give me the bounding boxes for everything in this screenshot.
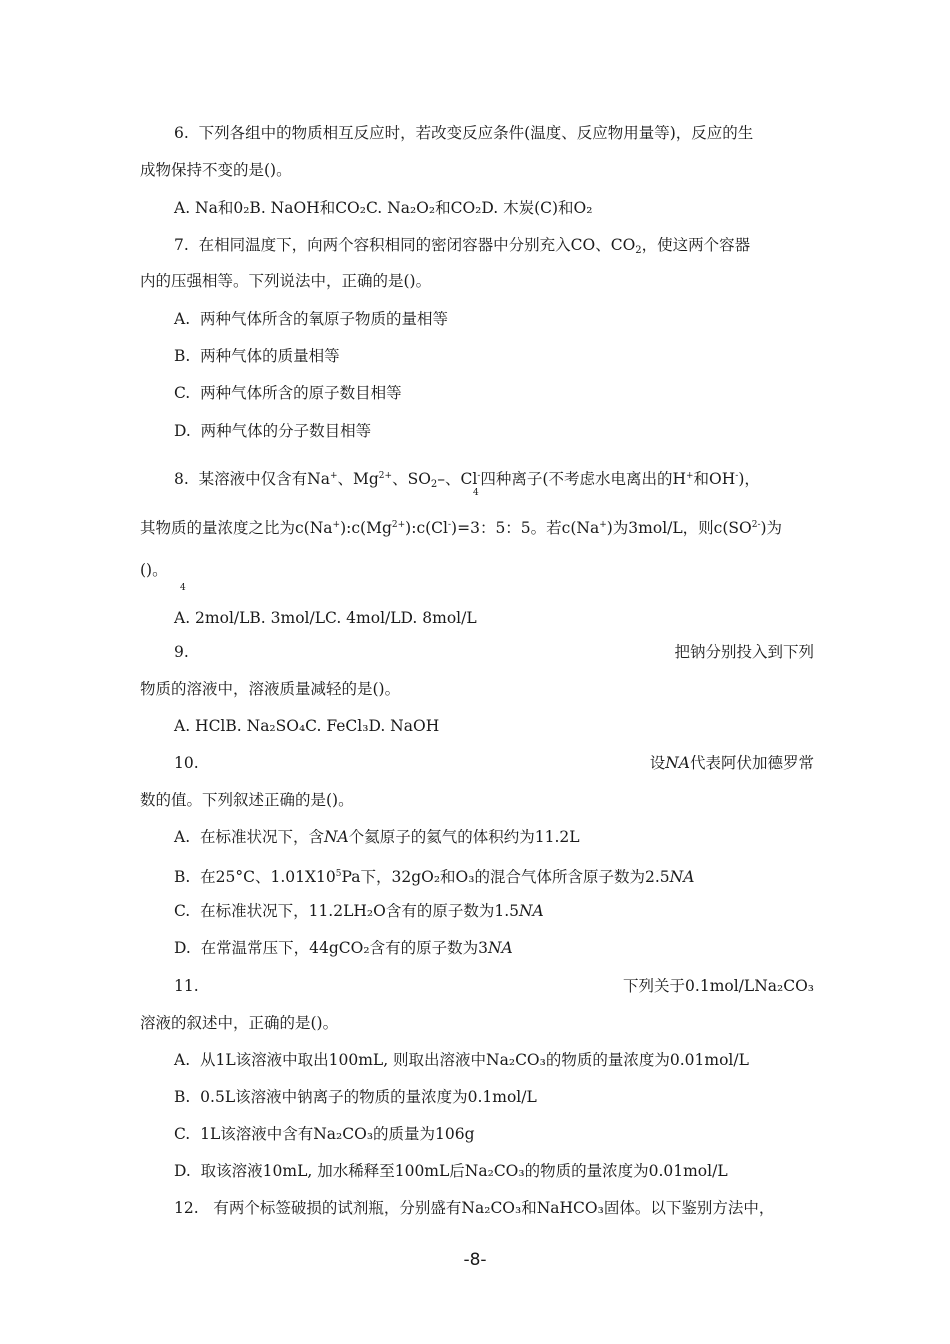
- q8-line-3: ()。: [140, 561, 168, 579]
- q11-option-a: A. 从1L该溶液中取出100mL, 则取出溶液中Na₂CO₃的物质的量浓度为0.01mol/L: [174, 1051, 749, 1069]
- q7-line-1: 7. 在相同温度下，向两个容积相同的密闭容器中分别充入CO、$CO_2$，使这两个容器: [174, 236, 751, 256]
- q8-sulfate-subscript-2: 4: [180, 583, 186, 593]
- q6-line-1: 6. 下列各组中的物质相互反应时，若改变反应条件(温度、反应物用量等)，反应的生: [174, 124, 754, 142]
- q10-a-na: NA: [323, 828, 349, 846]
- q10-na-symbol: NA: [665, 754, 690, 772]
- q10-number: 10.: [174, 754, 199, 772]
- q11-right-text: 下列关于0.1mol/LNa₂CO₃: [623, 977, 814, 995]
- q11-option-c: C. 1L该溶液中含有Na₂CO₃的质量为106g: [174, 1125, 475, 1143]
- q9-number: 9.: [174, 643, 189, 661]
- q8-text-c: 、SO: [392, 470, 431, 488]
- q8-line2-d: )=3：5：5。若c(Na: [451, 519, 600, 537]
- q10-line-2: 数的值。下列叙述正确的是()。: [140, 791, 354, 809]
- q8-line-1: 8. 某溶液中仅含有Na+、$Mg^{2+}$、$SO_2-$、Cl-四种离子(不考虑水电离出的H+和OH-)，: [174, 470, 760, 490]
- q8-options: A. 2mol/LB. 3mol/LC. 4mol/LD. 8mol/L: [174, 609, 477, 627]
- q8-line2-e: )为3mol/L，则c(SO: [606, 519, 752, 537]
- q10-c-text: C. 在标准状况下，11.2LH₂O含有的原子数为1.5: [174, 902, 519, 920]
- q8-text-g: )，: [738, 470, 760, 488]
- q12-line-1: 12. 有两个标签破损的试剂瓶，分别盛有Na₂CO₃和NaHCO₃固体。以下鉴别方法中，: [174, 1199, 775, 1217]
- q8-line2-f: )为: [760, 519, 783, 537]
- q9-right-text: 把钠分别投入到下列: [674, 643, 814, 661]
- q7-option-c: C. 两种气体所含的原子数目相等: [174, 384, 402, 402]
- q8-line2-b: ):c(Mg: [340, 519, 392, 537]
- q7-line-1-part-a: 7. 在相同温度下，向两个容积相同的密闭容器中分别充入CO、CO: [174, 236, 636, 254]
- q10-d-text: D. 在常温常压下，44gCO₂含有的原子数为3: [174, 939, 488, 957]
- q8-text-b: 、Mg: [337, 470, 379, 488]
- q10-a-part-1: A. 在标准状况下，含: [174, 828, 324, 846]
- q7-line-1-part-b: ，使这两个容器: [641, 236, 751, 254]
- q8-text-f: 和OH: [693, 470, 736, 488]
- q8-line-2: 其物质的量浓度之比为$c(Na^+):c(Mg^{2+}):c(Cl^-)=3$：5：5。若c(Na+)为3mol/L，则$c(SO^{2-})$为: [140, 519, 783, 537]
- q10-right-text: [650, 752, 814, 774]
- q6-options: A. Na和0₂B. NaOH和CO₂C. Na₂O₂和CO₂D. 木炭(C)和O₂: [174, 199, 593, 217]
- q7-option-a: A. 两种气体所含的氧原子物质的量相等: [174, 310, 448, 328]
- q8-line2-a: 其物质的量浓度之比为c(Na: [140, 519, 333, 537]
- q8-text-d: –、Cl: [437, 470, 478, 488]
- q9-line-2: 物质的溶液中，溶液质量减轻的是()。: [140, 680, 401, 698]
- q10-option-c: [174, 900, 544, 922]
- q10-option-b: B. 在25°C、$1.01X10^5Pa$下，32gO₂和O₃的混合气体所含原子数为2.5NA: [174, 868, 695, 886]
- q7-option-d: D. 两种气体的分子数目相等: [174, 422, 372, 440]
- q10-b-part-2: Pa下，32gO₂和O₃的混合气体所含原子数为2.5: [341, 868, 670, 886]
- q8-line2-c: ):c(Cl: [405, 519, 448, 537]
- q10-d-na: NA: [487, 939, 513, 957]
- q10-option-d: [174, 937, 513, 959]
- q11-option-d: D. 取该溶液10mL, 加水稀释至100mL后Na₂CO₃的物质的量浓度为0.01mol/L: [174, 1162, 728, 1180]
- page-number: -8-: [463, 1250, 487, 1270]
- q7-line-2: 内的压强相等。下列说法中，正确的是()。: [140, 272, 432, 290]
- q11-option-b: B. 0.5L该溶液中钠离子的物质的量浓度为0.1mol/L: [174, 1088, 537, 1106]
- q7-option-b: B. 两种气体的质量相等: [174, 347, 340, 365]
- q8-text-a: 8. 某溶液中仅含有Na: [174, 470, 330, 488]
- q9-options: A. HClB. Na₂SO₄C. FeCl₃D. NaOH: [174, 717, 440, 735]
- q10-right-b: 代表阿伏加德罗常: [689, 754, 814, 772]
- q10-option-a: [174, 826, 580, 848]
- q10-b-part-1: B. 在25°C、1.01X10: [174, 868, 336, 886]
- q8-text-e: 四种离子(不考虑水电离出的H: [480, 470, 686, 488]
- q10-b-na: NA: [669, 868, 695, 886]
- q10-a-part-2: 个氦原子的氦气的体积约为11.2L: [348, 828, 580, 846]
- q10-c-na: NA: [518, 902, 544, 920]
- q6-line-2: 成物保持不变的是()。: [140, 161, 292, 179]
- q11-number: 11.: [174, 977, 199, 995]
- q11-line-2: 溶液的叙述中，正确的是()。: [140, 1014, 339, 1032]
- q8-sulfate-subscript: 4: [473, 488, 479, 498]
- q10-right-a: 设: [649, 754, 666, 772]
